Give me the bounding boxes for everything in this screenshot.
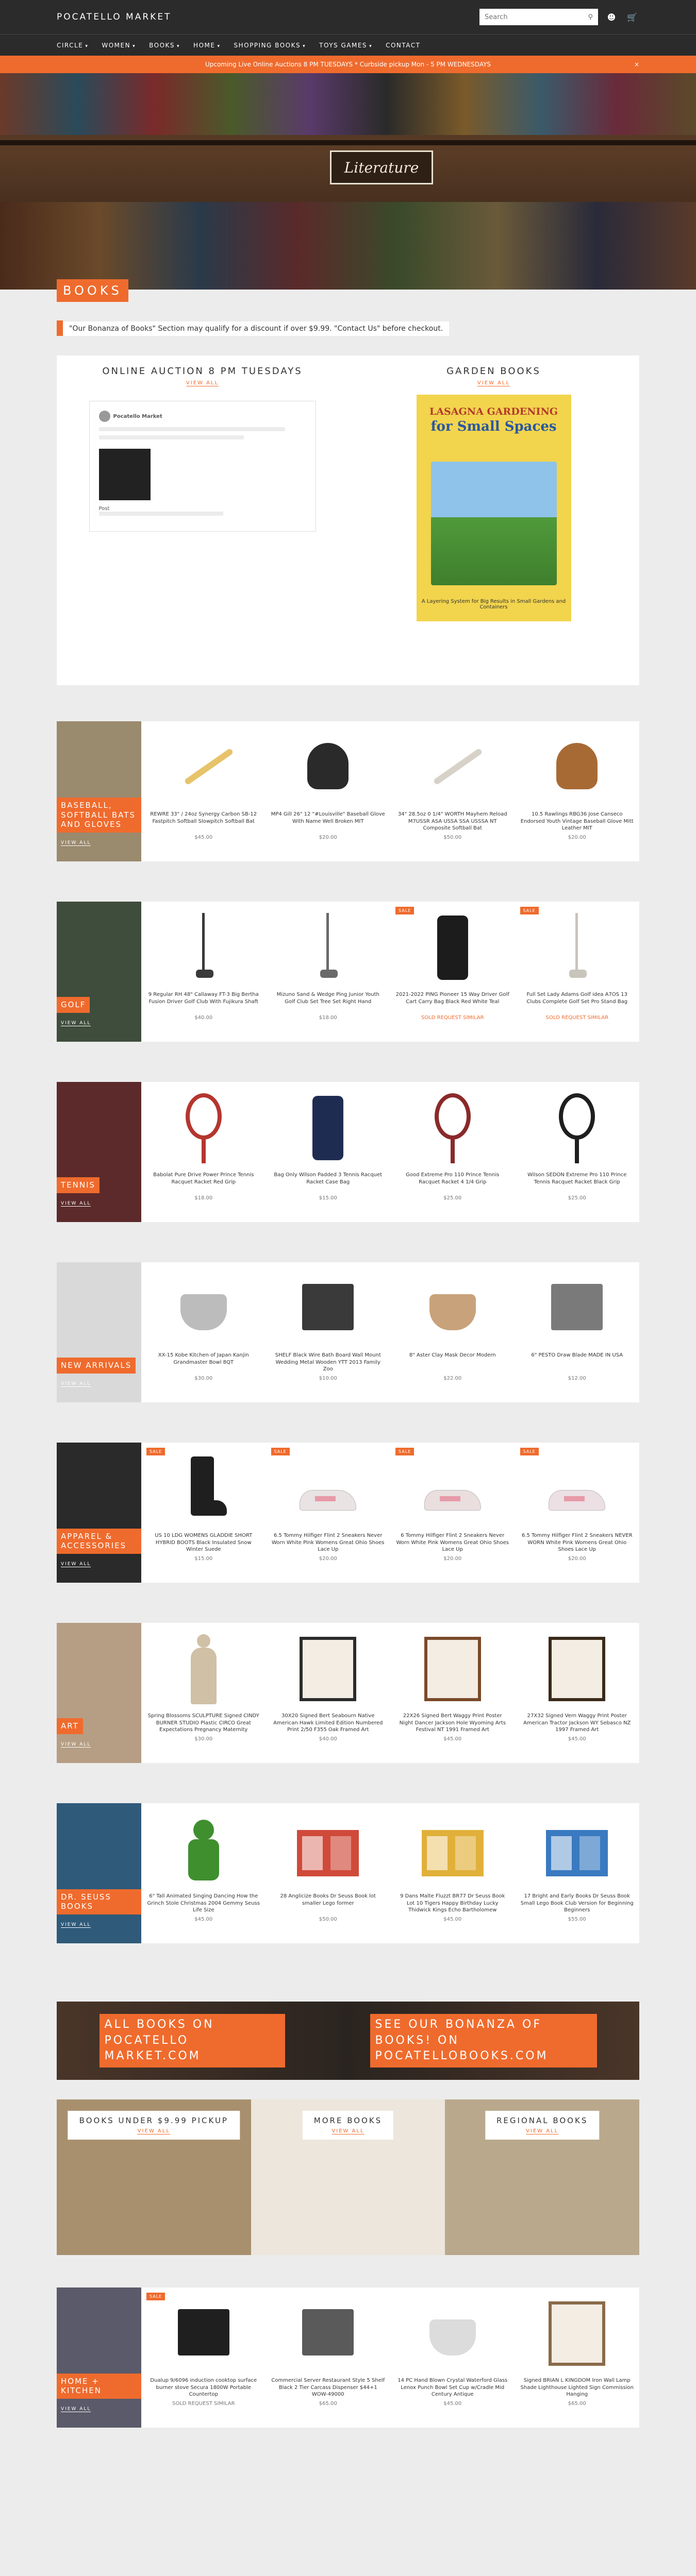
product-image[interactable] [414, 727, 491, 805]
collection-label: ART [57, 1718, 83, 1734]
chevron-down-icon: ▾ [177, 43, 180, 49]
bookshelf-bottom [0, 202, 696, 290]
product-title[interactable]: Full Set Lady Adams Golf idea A7OS 13 Clubs Complete Golf Set Pro Stand Bag [526, 992, 628, 1005]
product-card[interactable] [141, 1443, 266, 1583]
book-title-line2: for Small Spaces [430, 419, 557, 434]
hero-image [0, 73, 696, 290]
collection-view-all-link[interactable]: VIEW ALL [61, 1021, 91, 1026]
category-view-all-link[interactable]: VIEW ALL [332, 2128, 364, 2134]
product-image[interactable] [538, 1088, 616, 1165]
product-price: $10.00 [319, 1376, 337, 1381]
collection-row [57, 1443, 639, 1583]
category-label-box [485, 2111, 599, 2140]
nav-label: WOMEN [102, 41, 131, 49]
nav-label: CIRCLE [57, 41, 84, 49]
product-price: $55.00 [568, 1917, 586, 1922]
product-title[interactable]: Spring Blossoms SCULPTURE Signed CINDY BURNER STUDIO Plastic CIRCO Great Expectations Pregnancy Maternity [147, 1713, 259, 1733]
collection-label: BASEBALL, SOFTBALL BATS AND GLOVES [57, 798, 141, 833]
collection-row [57, 1623, 639, 1763]
collection-view-all-link[interactable]: VIEW ALL [61, 2406, 91, 2412]
product-image[interactable] [538, 727, 616, 805]
collection-tile[interactable] [57, 1262, 141, 1402]
product-price: $20.00 [568, 1556, 586, 1562]
product-title[interactable]: Commercial Server Restaurant Style 5 Shelf Black 2 Tier Carcass Dispenser $44+1 WOW-49000 [271, 2378, 385, 2397]
search-input[interactable] [485, 13, 588, 21]
product-card[interactable] [515, 1082, 640, 1222]
bookshelf-top [0, 73, 696, 135]
product-image[interactable] [538, 1629, 616, 1706]
collection-tile[interactable] [57, 1443, 141, 1583]
product-image[interactable] [165, 1268, 242, 1346]
announcement-bar [0, 56, 696, 73]
product-title[interactable]: 22X26 Signed Bert Waggy Print Poster Night Dancer Jackson Hole Wyoming Arts Festival NT 1991 Framed Art [399, 1713, 506, 1733]
product-price: $65.00 [319, 2401, 337, 2406]
product-price: $45.00 [443, 2401, 462, 2406]
product-price: $18.00 [319, 1015, 337, 1021]
product-price: $15.00 [319, 1195, 337, 1201]
nav-label: SHOPPING BOOKS [234, 41, 301, 49]
product-image[interactable] [165, 727, 242, 805]
collection-tile[interactable] [57, 721, 141, 861]
product-price: SOLD REQUEST SIMILAR [421, 1015, 484, 1021]
book-categories [57, 2099, 639, 2255]
product-card[interactable] [141, 1082, 266, 1222]
product-title[interactable]: XX-15 Kobe Kitchen of Japan Kanjin Grandmaster Bowl 8QT [158, 1352, 249, 1365]
collection-view-all-link[interactable]: VIEW ALL [61, 1381, 91, 1386]
product-image[interactable] [289, 2294, 367, 2371]
product-image[interactable] [289, 1088, 367, 1165]
product-price: $40.00 [194, 1015, 213, 1021]
category-label-box [303, 2111, 393, 2140]
collection-tile[interactable] [57, 2287, 141, 2428]
product-image[interactable] [165, 1629, 242, 1706]
auction-page-name: Pocatello Market [113, 414, 162, 419]
product-price: $15.00 [194, 1556, 213, 1562]
product-price: $65.00 [568, 2401, 586, 2406]
book-title-line1: LASAGNA GARDENING [429, 406, 558, 417]
collection-view-all-link[interactable]: VIEW ALL [61, 1742, 91, 1747]
product-title[interactable]: 2021-2022 PING Pioneer 15 Way Driver Golf Cart Carry Bag Black Red White Teal [395, 992, 509, 1005]
product-price: $45.00 [568, 1736, 586, 1742]
books-banner [57, 2002, 639, 2080]
collection-row [57, 1262, 639, 1402]
collection-row [57, 1803, 639, 1943]
product-title[interactable]: 9 Regular RH 48" Callaway FT-3 Big Bertha Fusion Driver Golf Club With Fujikura Shaft [148, 992, 259, 1005]
hero-subtitle: "Our Bonanza of Books" Section may qualify for a discount if over $9.99. "Contact Us" before checkout. [63, 321, 449, 336]
product-image[interactable] [289, 1268, 367, 1346]
nav-label: CONTACT [386, 41, 421, 49]
product-title[interactable]: 6" PESTO Draw Blade MADE IN USA [531, 1352, 623, 1358]
product-card[interactable] [141, 902, 266, 1042]
auction-heading: ONLINE AUCTION 8 PM TUESDAYS [102, 366, 303, 377]
nav-item-shopping-books[interactable] [234, 42, 306, 49]
sale-badge: SALE [146, 2293, 165, 2300]
auction-view-all-link[interactable]: VIEW ALL [186, 380, 219, 386]
sale-badge: SALE [271, 1448, 290, 1455]
product-title[interactable]: MP4 Gill 26" 12 "#Louisville" Baseball Glove With Name Well Broken MIT [271, 811, 385, 824]
product-image[interactable] [289, 1809, 367, 1887]
announcement-text[interactable]: Upcoming Live Online Auctions 8 PM TUESDAYS * Curbside pickup Mon - 5 PM WEDNESDAYS [205, 61, 491, 68]
product-title[interactable]: Mizuno Sand & Wedge Ping Junior Youth Golf Club Set Tree Set Right Hand [276, 992, 379, 1005]
product-title[interactable]: Wilson SEDON Extreme Pro 110 Prince Tennis Racquet Racket Black Grip [527, 1172, 627, 1185]
product-price: SOLD REQUEST SIMILAR [545, 1015, 609, 1021]
collection-row [57, 902, 639, 1042]
product-card[interactable] [141, 1623, 266, 1763]
main-nav [0, 34, 696, 56]
product-card[interactable] [390, 721, 515, 861]
product-price: $50.00 [319, 1917, 337, 1922]
product-price: $50.00 [443, 835, 462, 840]
nav-item-toys-games[interactable] [319, 42, 372, 49]
collection-label: GOLF [57, 997, 90, 1013]
collection-tile[interactable] [57, 1623, 141, 1763]
book-subtitle: A Layering System for Big Results in Small Gardens and Containers [421, 599, 566, 610]
collection-view-all-link[interactable]: VIEW ALL [61, 1201, 91, 1206]
product-title[interactable]: Babolat Pure Drive Power Prince Tennis Racquet Racket Red Grip [153, 1172, 254, 1185]
collection-label: DR. SEUSS BOOKS [57, 1889, 141, 1915]
collection-row [57, 721, 639, 861]
product-image[interactable] [414, 1088, 491, 1165]
product-title[interactable]: 9 Dans Malte Fluzzt BR77 Dr Seuss Book Lot 10 Tigers Happy Birthday Lucky Thidwick Kings Echo Bartholomew [400, 1893, 505, 1913]
product-title[interactable]: 30X20 Signed Bert Seabourn Native American Hawk Limited Edition Numbered Print 2/50 F355 Oak Framed Art [273, 1713, 383, 1733]
product-price: $40.00 [319, 1736, 337, 1742]
product-title[interactable]: 6" Tall Animated Singing Dancing How the Grinch Stole Christmas 2004 Gemmy Seuss Life Size [147, 1893, 260, 1913]
featured-section [57, 355, 639, 685]
product-price: $30.00 [194, 1376, 213, 1381]
product-card[interactable] [390, 902, 515, 1042]
chevron-down-icon: ▾ [217, 43, 221, 49]
product-price: $12.00 [568, 1376, 586, 1381]
product-title[interactable]: 6.5 Tommy Hilfiger Flint 2 Sneakers Never Worn White Pink Womens Great Ohio Shoes Lace Up [271, 1533, 385, 1552]
product-title[interactable]: 6 Tommy Hilfiger Flint 2 Sneakers Never Worn White Pink Womens Great Ohio Shoes Lace Up [396, 1533, 509, 1552]
product-image[interactable] [289, 1629, 367, 1706]
collection-tile[interactable] [57, 902, 141, 1042]
product-title[interactable]: Dualup 9/6096 induction cooktop surface burner stove Secura 1800W Portable Countertop [150, 2378, 257, 2397]
product-price: $45.00 [443, 1917, 462, 1922]
product-image[interactable] [165, 1809, 242, 1887]
cart-icon[interactable]: 🛒 [627, 12, 637, 22]
product-title[interactable]: Good Extreme Pro 110 Prince Tennis Racquet Racket 4 1/4 Grip [406, 1172, 500, 1185]
nav-label: HOME [193, 41, 216, 49]
product-image[interactable] [414, 908, 491, 985]
store-logo[interactable]: POCATELLO MARKET [57, 12, 172, 22]
category-label: REGIONAL BOOKS [496, 2116, 588, 2125]
product-card[interactable] [266, 1623, 391, 1763]
garden-scene [431, 462, 557, 585]
product-price: $20.00 [319, 1556, 337, 1562]
product-image[interactable] [414, 1449, 491, 1526]
product-image[interactable] [538, 1268, 616, 1346]
sale-badge: SALE [520, 1448, 539, 1455]
nav-item-home[interactable] [193, 42, 220, 49]
collection-row [57, 2287, 639, 2428]
search-icon[interactable]: ⚲ [588, 13, 593, 21]
category-label: BOOKS UNDER $9.99 PICKUP [79, 2116, 228, 2125]
product-title[interactable]: 17 Bright and Early Books Dr Seuss Book Small Lego Book Club Version for Beginning Beginners [520, 1893, 634, 1913]
product-card[interactable] [390, 2287, 515, 2428]
chevron-down-icon: ▾ [369, 43, 373, 49]
product-card[interactable] [515, 1262, 640, 1402]
user-icon[interactable]: ☻ [607, 12, 616, 22]
product-title[interactable]: 34" 28.5oz 0 1/4" WORTH Mayhem Reload M7USSR ASA USSA SSA USSSA NT Composite Softball Bat [397, 811, 507, 831]
collection-label: NEW ARRIVALS [57, 1358, 136, 1374]
product-card[interactable] [515, 1803, 640, 1943]
auction-thumbnail [99, 449, 151, 500]
close-icon[interactable]: × [634, 61, 639, 68]
product-title[interactable]: 6.5 Tommy Hilfiger Flint 2 Sneakers NEVER WORN White Pink Womens Great Ohio Shoes Lace Up [521, 1533, 633, 1552]
product-price: $25.00 [443, 1195, 462, 1201]
product-image[interactable] [165, 1088, 242, 1165]
product-price: $20.00 [568, 835, 586, 840]
product-image[interactable] [289, 908, 367, 985]
nav-item-circle[interactable] [57, 42, 88, 49]
product-title[interactable]: REWRE 33" / 24oz Synergy Carbon SB-12 Fastpitch Softball Slowpitch Softball Bat [150, 811, 257, 824]
product-card[interactable] [515, 902, 640, 1042]
auction-caption: Post [98, 506, 110, 512]
search-box[interactable] [479, 9, 598, 25]
auction-feature[interactable] [57, 355, 348, 632]
product-price: $20.00 [319, 835, 337, 840]
product-title[interactable]: SHELF Black Wire Bath Board Wall Mount Wedding Metal Wooden YTT 2013 Family Zoo [275, 1352, 381, 1372]
garden-heading: GARDEN BOOKS [446, 366, 541, 377]
product-title[interactable]: 14 PC Hand Blown Crystal Waterford Glass Lenox Punch Bowl Set Cup w/Cradle Mid Century Antique [397, 2378, 508, 2397]
bonanza-banner-link[interactable]: SEE OUR BONANZA OF BOOKS! ON POCATELLOBOOKS.COM [370, 2014, 597, 2067]
product-price: SOLD REQUEST SIMILAR [172, 2401, 235, 2406]
sale-badge: SALE [395, 1448, 414, 1455]
product-image[interactable] [414, 1268, 491, 1346]
nav-label: BOOKS [149, 41, 175, 49]
product-title[interactable]: Bag Only Wilson Padded 3 Tennis Racquet Racket Case Bag [274, 1172, 383, 1185]
page-title: BOOKS [57, 279, 128, 302]
product-card[interactable] [141, 1262, 266, 1402]
category-tile[interactable] [57, 2099, 251, 2255]
product-price: $45.00 [443, 1736, 462, 1742]
product-card[interactable] [390, 1443, 515, 1583]
hero-accent-bar [57, 320, 63, 336]
product-price: $45.00 [194, 1917, 213, 1922]
product-card[interactable] [141, 721, 266, 861]
product-image[interactable] [538, 908, 616, 985]
product-price: $22.00 [443, 1376, 462, 1381]
product-image[interactable] [289, 727, 367, 805]
literature-sign: Literature [330, 150, 433, 184]
product-card[interactable] [515, 2287, 640, 2428]
product-image[interactable] [414, 1809, 491, 1887]
product-price: $30.00 [194, 1736, 213, 1742]
category-view-all-link[interactable]: VIEW ALL [526, 2128, 559, 2134]
collection-tile[interactable] [57, 1803, 141, 1943]
product-card[interactable] [266, 721, 391, 861]
nav-label: TOYS GAMES [319, 41, 368, 49]
product-card[interactable] [266, 2287, 391, 2428]
product-image[interactable] [414, 1629, 491, 1706]
category-tile[interactable] [251, 2099, 445, 2255]
product-card[interactable] [141, 1803, 266, 1943]
product-card[interactable] [266, 1082, 391, 1222]
collection-view-all-link[interactable]: VIEW ALL [61, 1922, 91, 1927]
product-card[interactable] [390, 1803, 515, 1943]
product-title[interactable]: 8" Aster Clay Mask Decor Modern [409, 1352, 496, 1358]
garden-feature[interactable] [348, 355, 639, 632]
product-card[interactable] [266, 902, 391, 1042]
product-title[interactable]: 28 Anglicize Books Dr Seuss Book lot smaller Lego former [280, 1893, 376, 1906]
product-image[interactable] [165, 1449, 242, 1526]
product-title[interactable]: 27X32 Signed Vern Waggy Print Poster American Tractor Jackson WY Sebasco NZ 1997 Framed Art [523, 1713, 631, 1733]
nav-item-women[interactable] [102, 42, 136, 49]
chevron-down-icon: ▾ [85, 43, 89, 49]
product-card[interactable] [515, 1443, 640, 1583]
product-card[interactable] [390, 1262, 515, 1402]
collection-label: APPAREL & ACCESSORIES [57, 1529, 141, 1554]
product-price: $18.00 [194, 1195, 213, 1201]
auction-screenshot [89, 401, 316, 532]
collection-view-all-link[interactable]: VIEW ALL [61, 1562, 91, 1567]
nav-item-books[interactable] [149, 42, 180, 49]
sale-badge: SALE [146, 1448, 165, 1455]
product-title[interactable]: US 10 LDG WOMENS GLADDIE SHORT HYBRID BOOTS Black Insulated Snow Winter Suede [155, 1533, 253, 1552]
product-title[interactable]: Signed BRIAN L KINGDOM Iron Wall Lamp Shade Lighthouse Lighted Sign Commission Hanging [520, 2378, 634, 2397]
collection-tile[interactable] [57, 1082, 141, 1222]
product-image[interactable] [289, 1449, 367, 1526]
avatar [99, 411, 110, 422]
product-price: $45.00 [194, 835, 213, 840]
collection-label: HOME + KITCHEN [57, 2374, 141, 2399]
collection-label: TENNIS [57, 1177, 100, 1193]
product-image[interactable] [538, 1809, 616, 1887]
collection-row [57, 1082, 639, 1222]
product-image[interactable] [414, 2294, 491, 2371]
product-card[interactable] [515, 721, 640, 861]
category-label-box [68, 2111, 240, 2140]
product-price: $25.00 [568, 1195, 586, 1201]
product-price: $20.00 [443, 1556, 462, 1562]
product-image[interactable] [538, 2294, 616, 2371]
product-image[interactable] [165, 908, 242, 985]
lasagna-gardening-book-cover[interactable] [417, 395, 571, 621]
category-tile[interactable] [445, 2099, 639, 2255]
shelf-divider [0, 140, 696, 145]
top-bar [0, 0, 696, 34]
chevron-down-icon: ▾ [132, 43, 136, 49]
product-image[interactable] [165, 2294, 242, 2371]
sale-badge: SALE [520, 907, 539, 914]
all-books-banner-link[interactable]: ALL BOOKS ON POCATELLO MARKET.COM [100, 2014, 285, 2067]
category-label: MORE BOOKS [313, 2116, 383, 2125]
product-card[interactable] [390, 1082, 515, 1222]
sale-badge: SALE [395, 907, 414, 914]
product-card[interactable] [266, 1443, 391, 1583]
product-card[interactable] [266, 1262, 391, 1402]
product-title[interactable]: 10.5 Rawlings RBG36 Jose Canseco Endorsed Youth Vintage Baseball Glove Mitt Leather MIT [520, 811, 634, 831]
product-card[interactable] [266, 1803, 391, 1943]
garden-view-all-link[interactable]: VIEW ALL [477, 380, 510, 386]
product-card[interactable] [141, 2287, 266, 2428]
chevron-down-icon: ▾ [303, 43, 306, 49]
product-card[interactable] [515, 1623, 640, 1763]
category-view-all-link[interactable]: VIEW ALL [137, 2128, 170, 2134]
product-card[interactable] [390, 1623, 515, 1763]
collection-view-all-link[interactable]: VIEW ALL [61, 840, 91, 845]
nav-item-contact[interactable] [386, 42, 420, 49]
product-image[interactable] [538, 1449, 616, 1526]
